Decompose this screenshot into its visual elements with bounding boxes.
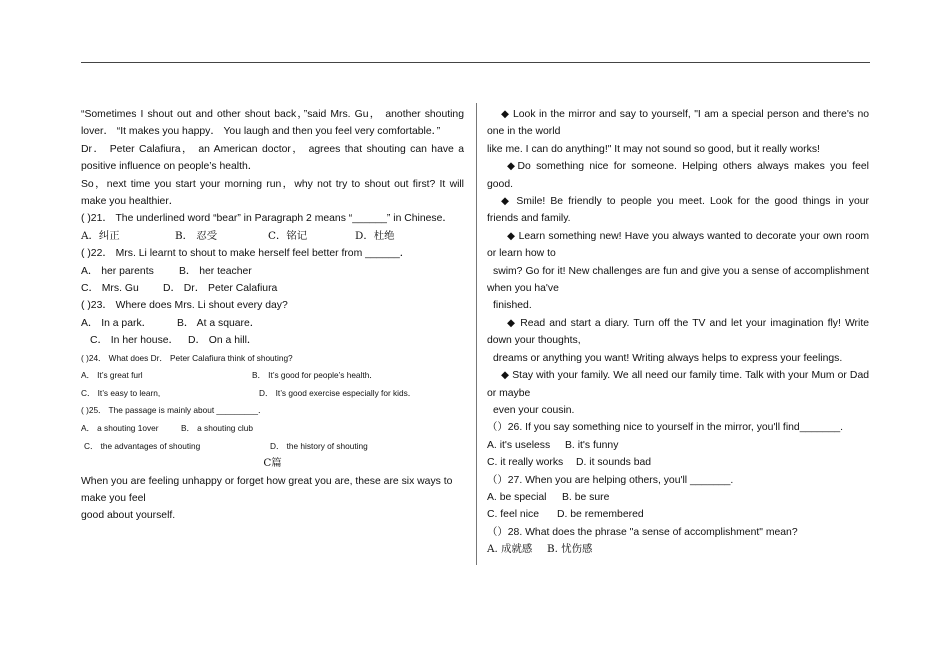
option-a: A. be special	[487, 491, 547, 503]
tip-paragraph: ◆ Look in the mirror and say to yourself, "I am a special person and there's no one in the world	[487, 109, 869, 138]
option-b: B. 忧伤感	[547, 543, 593, 556]
option-a: A. 成就感	[487, 543, 533, 556]
question-24: ( )24． What does Dr． Peter Calafiura think of shouting?	[81, 352, 293, 363]
option-d: D. it sounds bad	[576, 457, 652, 469]
passage-paragraph: So，next time you start your morning run，why not try to shout out first? It will make you healthier．	[81, 178, 464, 208]
question-26-options	[487, 437, 869, 454]
tip-paragraph: ◆ Read and start a diary. Turn off the TV and let your imagination fly! Write down your thoughts,	[487, 317, 869, 347]
option-b: B． At a square．	[177, 317, 261, 329]
question-22-options	[81, 280, 464, 297]
header-rule	[81, 62, 870, 63]
tip-paragraph: finished.	[493, 300, 532, 312]
question-21-options	[81, 228, 464, 245]
question-27-options	[487, 506, 869, 523]
option-a: A． In a park．	[81, 317, 153, 329]
question-24-options	[81, 385, 464, 403]
option-b: B． her teacher	[179, 265, 252, 277]
question-28-options	[487, 541, 869, 558]
option-a: A. it's useless	[487, 439, 551, 451]
question-22: ( )22． Mrs. Li learnt to shout to make herself feel better from ______．	[81, 248, 411, 260]
passage-paragraph: good about yourself.	[81, 510, 176, 522]
option-a: A． a shouting 1over	[81, 423, 159, 434]
right-column	[487, 106, 869, 559]
option-b: B． 忍受	[175, 229, 218, 242]
tip-paragraph: ◆ Stay with your family. We all need our family time. Talk with your Mum or Dad or maybe	[487, 370, 869, 399]
option-c: C. it really works	[487, 457, 564, 469]
option-c: C． In her house．	[90, 335, 179, 347]
tip-paragraph: ◆Do something nice for someone. Helping others always makes you feel good.	[487, 161, 869, 190]
question-23-options	[81, 315, 464, 332]
question-25: ( )25． The passage is mainly about _________．	[81, 405, 267, 416]
option-b: B． a shouting club	[181, 423, 253, 434]
option-d: D． It’s good exercise especially for kids．	[259, 387, 417, 398]
option-c: C． It’s easy to learn,	[81, 387, 161, 398]
option-d: D． Dr． Peter Calafiura	[163, 283, 278, 295]
tip-paragraph: ◆ Learn something new! Have you always wanted to decorate your own room or learn how to	[487, 230, 869, 260]
option-b: B. it's funny	[565, 439, 619, 451]
question-28: （）28. What does the phrase "a sense of accomplishment" mean?	[487, 526, 798, 538]
question-27: （）27. When you are helping others, you'll _______.	[487, 474, 734, 486]
question-25-options	[81, 420, 464, 438]
question-23: ( )23． Where does Mrs. Li shout every day?	[81, 300, 288, 312]
option-d: D． the history of shouting	[270, 440, 368, 451]
question-23-options	[81, 332, 464, 349]
option-c: C. feel nice	[487, 509, 539, 521]
option-a: A．纠正	[81, 229, 120, 242]
tip-paragraph: dreams or anything you want! Writing always helps to express your feelings.	[493, 352, 843, 364]
option-d: D． On a hill．	[188, 335, 258, 347]
passage-paragraph: Dr． Peter Calafiura， an American doctor， agrees that shouting can have a positive influence on people’s health．	[81, 143, 464, 173]
tip-paragraph: ◆ Smile! Be friendly to people you meet. Look for the good things in your friends and family.	[487, 196, 869, 225]
question-25-options	[81, 438, 464, 456]
option-b: B. be sure	[562, 491, 610, 503]
option-c: C．铭记	[268, 229, 308, 242]
option-d: D. be remembered	[557, 509, 644, 521]
option-c: C． Mrs. Gu	[81, 283, 139, 295]
option-d: D．杜绝	[355, 229, 395, 242]
option-b: B． It’s good for people’s health．	[252, 370, 378, 381]
passage-paragraph: “Sometimes I shout out and other shout back，”said Mrs. Gu， another shouting lover． “It makes you happy． You laugh and then you feel very comfortable．”	[81, 109, 464, 138]
column-divider	[476, 103, 477, 565]
option-c: C． the advantages of shouting	[84, 440, 201, 451]
question-26: （）26. If you say something nice to yourself in the mirror, you'll find_______.	[487, 422, 844, 434]
tip-paragraph: like me. I can do anything!" It may not sound so good, but it really works!	[487, 143, 820, 155]
question-21: ( )21． The underlined word “bear” in Paragraph 2 means “______” in Chinese．	[81, 213, 453, 225]
question-27-options	[487, 489, 869, 506]
tip-paragraph: even your cousin.	[493, 404, 575, 416]
tip-paragraph: swim? Go for it! New challenges are fun and give you a sense of accomplishment when you ha've	[487, 265, 869, 295]
section-heading: C篇	[263, 457, 282, 470]
option-a: A． her parents	[81, 265, 154, 277]
question-24-options	[81, 367, 464, 385]
question-26-options	[487, 454, 869, 471]
question-22-options	[81, 263, 464, 280]
left-column	[81, 106, 464, 525]
passage-paragraph: When you are feeling unhappy or forget how great you are, these are six ways to make you feel	[81, 475, 453, 505]
option-a: A． It’s great furl	[81, 370, 143, 381]
